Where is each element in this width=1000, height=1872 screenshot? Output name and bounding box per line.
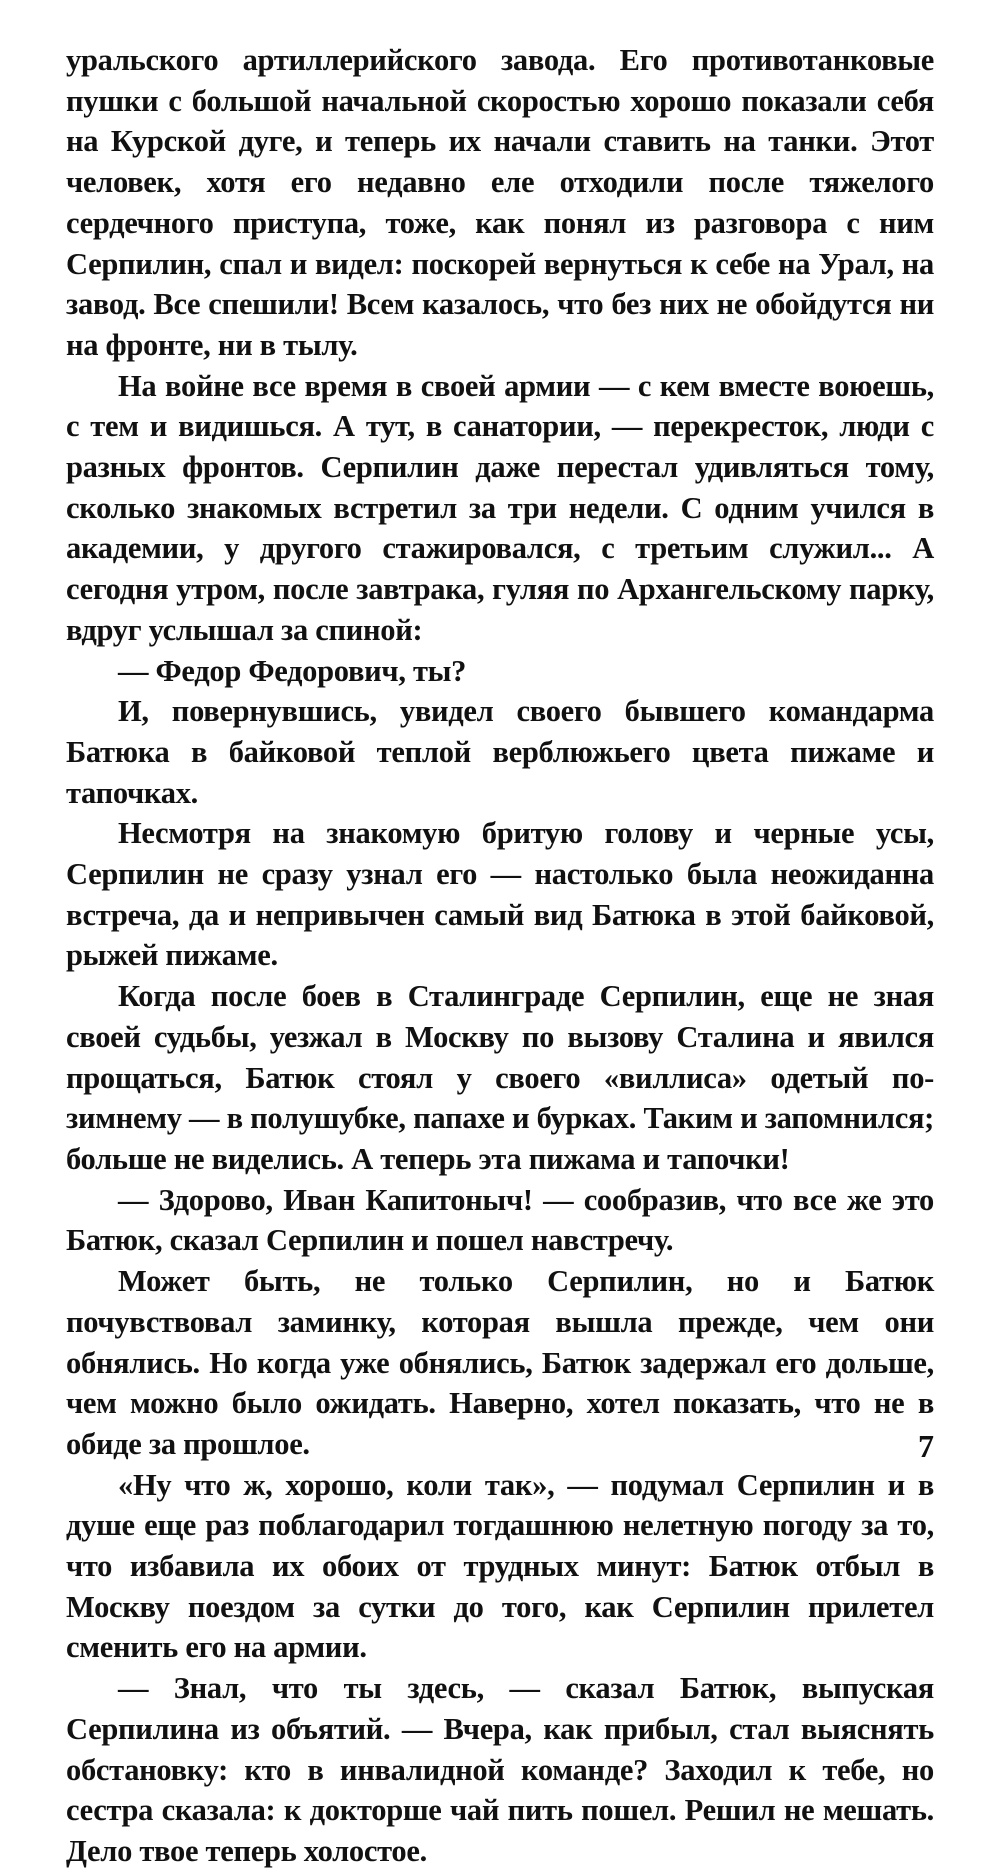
- paragraph-6: Когда после боев в Сталинграде Серпилин, еще не зная своей судьбы, уезжал в Москву по вызову Сталина и явился прощаться, Батюк стоял у своего «виллиса» одетый по-зимнему — в полушубке, папахе и бурках. Таким и запомнился; больше не виделись. А теперь эта пижама и тапочки!: [66, 979, 934, 1176]
- paragraph-4: И, повернувшись, увидел своего бывшего командарма Батюка в байковой теплой верблюжьего цвета пижаме и тапочках.: [66, 694, 934, 810]
- paragraph-10-dialogue: — Знал, что ты здесь, — сказал Батюк, выпуская Серпилина из объятий. — Вчера, как прибыл, стал выяснять обстановку: кто в инвалидной команде? Заходил к тебе, но сестра сказала: к докторше чай пить пошел. Решил не мешать. Дело твое теперь холостое.: [66, 1671, 934, 1868]
- paragraph-5: Несмотря на знакомую бритую голову и черные усы, Серпилин не сразу узнал его — настолько была неожиданна встреча, да и непривычен самый вид Батюка в этой байковой, рыжей пижаме.: [66, 816, 934, 973]
- paragraph-7-dialogue: — Здорово, Иван Капитоныч! — сообразив, что все же это Батюк, сказал Серпилин и пошел навстречу.: [66, 1182, 934, 1258]
- paragraph-3-dialogue: — Федор Федорович, ты?: [118, 653, 467, 688]
- paragraph-8: Может быть, не только Серпилин, но и Батюк почувствовал заминку, которая вышла прежде, чем они обнялись. Но когда уже обнялись, Батюк задержал его дольше, чем можно было ожидать. Наверно, хотел показать, что не в обиде за прошлое.: [66, 1264, 934, 1461]
- page-number: 7: [918, 1428, 934, 1464]
- paragraph-2: На войне все время в своей армии — с кем вместе воюешь, с тем и видишься. А тут, в санатории, — перекресток, люди с разных фронтов. Серпилин даже перестал удивляться тому, сколько знакомых встретил за три недели. С одним учился в академии, у другого стажировался, с третьим служил... А сегодня утром, после завтрака, гуляя по Архангельскому парку, вдруг услышал за спиной:: [66, 368, 934, 647]
- book-page-text: [66, 40, 934, 1872]
- paragraph-1: уральского артиллерийского завода. Его противотанковые пушки с большой начальной скоростью хорошо показали себя на Курской дуге, и теперь их начали ставить на танки. Этот человек, хотя его недавно еле отходили после тяжелого сердечного приступа, тоже, как понял из разговора с ним Серпилин, спал и видел: поскорей вернуться к себе на Урал, на завод. Все спешили! Всем казалось, что без них не обойдутся ни на фронте, ни в тылу.: [66, 43, 934, 362]
- paragraph-9: «Ну что ж, хорошо, коли так», — подумал Серпилин и в душе еще раз поблагодарил тогдашнюю нелетную погоду за то, что избавила их обоих от трудных минут: Батюк отбыл в Москву поездом за сутки до того, как Серпилин прилетел сменить его на армии.: [66, 1467, 934, 1665]
